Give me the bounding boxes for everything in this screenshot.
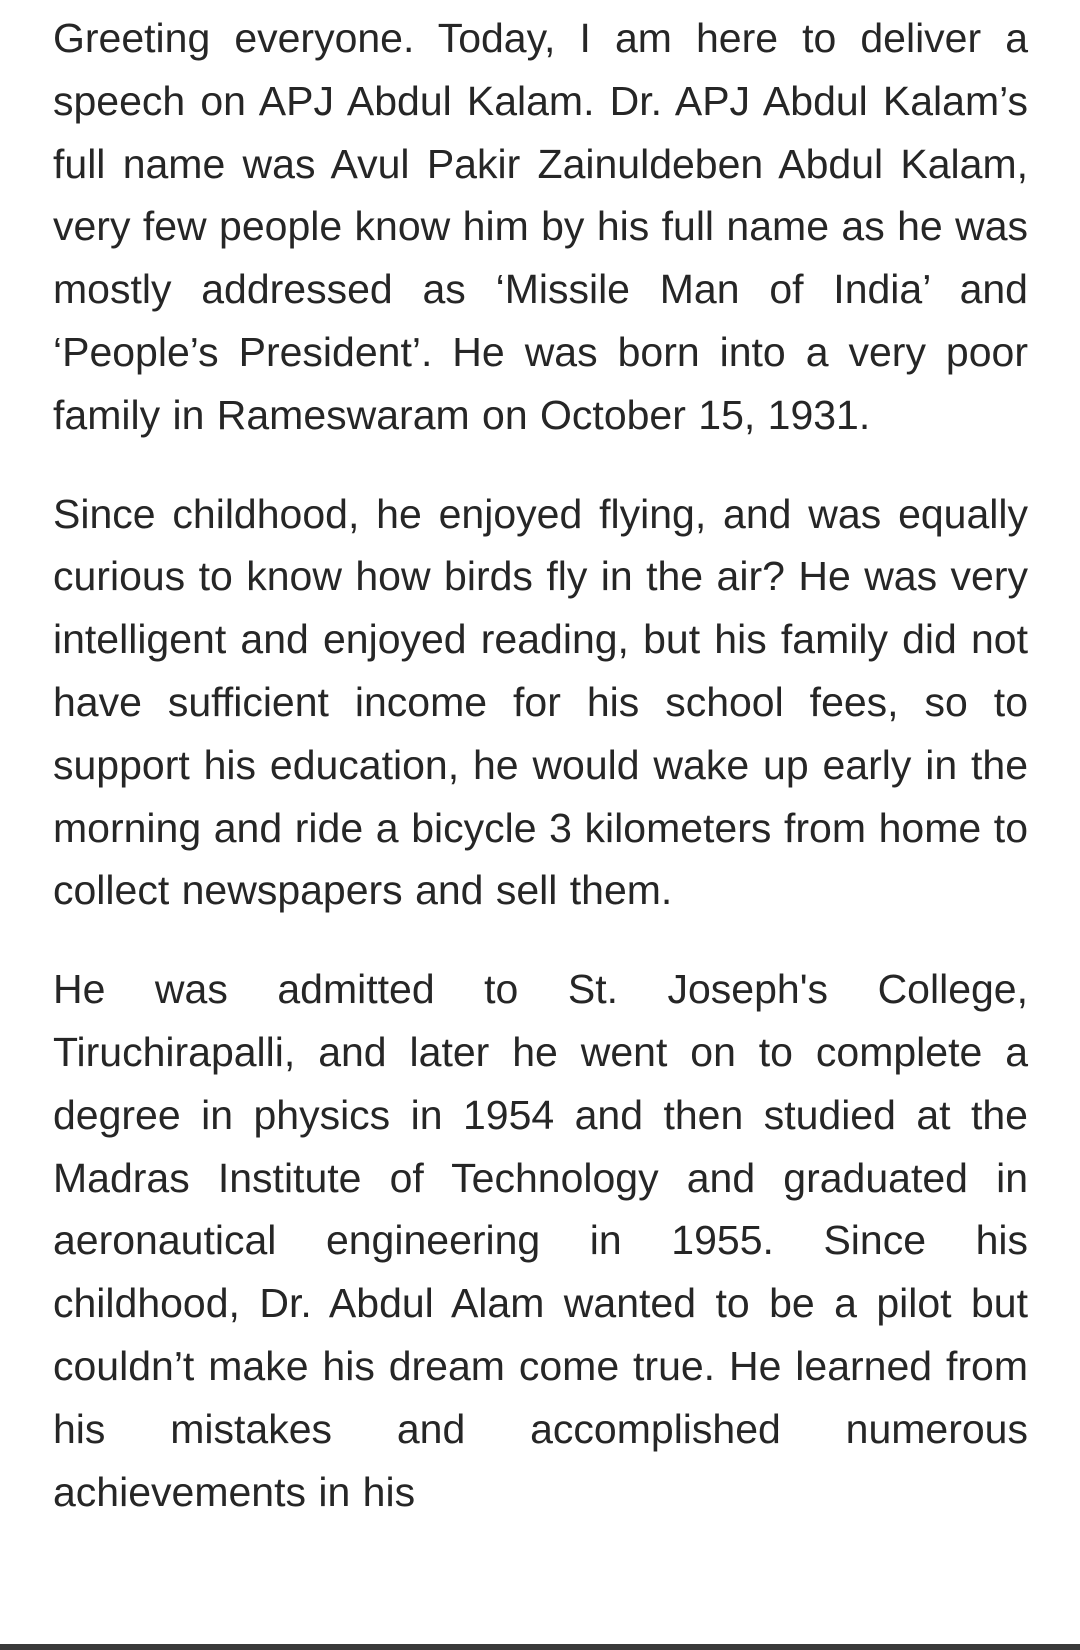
paragraph-introduction: Greeting everyone. Today, I am here to deliver a speech on APJ Abdul Kalam. Dr. APJ Abdul Kalam’s full name was Avul Pakir Zainuldeben Abdul Kalam, very few people know him by his full name as he was mostly addressed as ‘Missile Man of India’ and ‘People’s President’. He was born into a very poor family in Rameswaram on October 15, 1931. xyxy=(53,15,1028,438)
paragraph-education: He was admitted to St. Joseph's College, Tiruchirapalli, and later he went on to complete a degree in physics in 1954 and then studied at the Madras Institute of Technology and graduated in aeronautical engineering in 1955. Since his childhood, Dr. Abdul Alam wanted to be a pilot but couldn’t make his dream come true. He learned from his mistakes and accomplished numerous achievements in his xyxy=(53,966,1028,1515)
bottom-edge-bar xyxy=(0,1644,1080,1650)
speech-article xyxy=(53,7,1028,1559)
paragraph-childhood: Since childhood, he enjoyed flying, and was equally curious to know how birds fly in the air? He was very intelligent and enjoyed reading, but his family did not have sufficient income for his school fees, so to support his education, he would wake up early in the morning and ride a bicycle 3 kilometers from home to collect newspapers and sell them. xyxy=(53,490,1028,914)
